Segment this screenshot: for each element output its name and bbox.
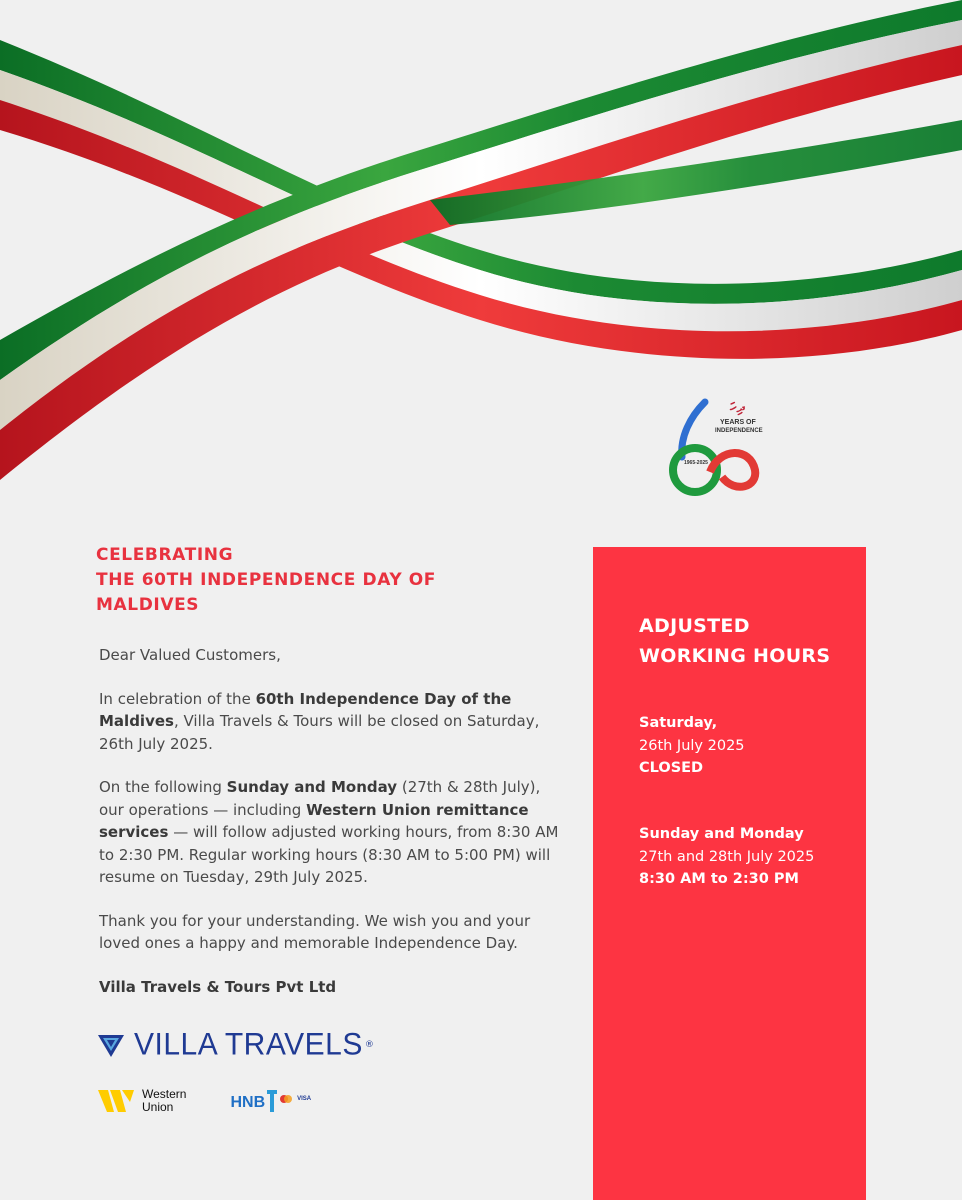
sunday-monday-hours: 8:30 AM to 2:30 PM bbox=[639, 871, 799, 887]
saturday-status: CLOSED bbox=[639, 760, 704, 776]
greeting: Dear Valued Customers, bbox=[99, 646, 281, 664]
signature: Villa Travels & Tours Pvt Ltd bbox=[99, 977, 337, 996]
western-union-icon bbox=[98, 1088, 136, 1114]
paragraph-3: Thank you for your understanding. We wish you and your loved ones a happy and memorable Independence Day. bbox=[99, 911, 531, 952]
saturday-schedule bbox=[639, 712, 859, 780]
sunday-monday-label: Sunday and Monday bbox=[639, 826, 804, 842]
registered-mark: ® bbox=[364, 1040, 374, 1050]
saturday-label: Saturday, bbox=[639, 715, 718, 731]
panel-title: ADJUSTED WORKING HOURS bbox=[639, 615, 831, 667]
headline-line-3: MALDIVES bbox=[96, 595, 200, 615]
hnb-mark-icon bbox=[265, 1090, 279, 1112]
letter-body bbox=[99, 644, 569, 1019]
paragraph-1: In celebration of the 60th Independence Day of the Maldives, Villa Travels & Tours will be closed on Saturday, 26th July 2025. bbox=[99, 689, 540, 753]
flag-ribbons-graphic bbox=[0, 0, 962, 500]
visa-label: VISA bbox=[297, 1096, 312, 1102]
adjusted-hours-panel bbox=[593, 547, 866, 1200]
headline bbox=[96, 543, 516, 618]
western-union-wordmark: Western Union bbox=[142, 1087, 187, 1114]
sunday-monday-date: 27th and 28th July 2025 bbox=[639, 848, 815, 865]
svg-text:1965-2025: 1965-2025 bbox=[684, 460, 708, 466]
svg-text:INDEPENDENCE: INDEPENDENCE bbox=[715, 428, 763, 434]
60-years-independence-emblem bbox=[660, 392, 770, 502]
sunday-monday-schedule bbox=[639, 823, 859, 891]
saturday-date: 26th July 2025 bbox=[639, 737, 745, 754]
mastercard-icon bbox=[279, 1094, 293, 1104]
villa-chevron-icon bbox=[98, 1033, 124, 1057]
paragraph-2: On the following Sunday and Monday (27th & 28th July), our operations — including Western Union remittance services — will follow adjusted working hours, from 8:30 AM to 2:30 PM. Regular working hours (8:30 AM to 5:00 PM) will resume on Tuesday, 29th July 2025. bbox=[99, 778, 559, 886]
partner-logos bbox=[98, 1088, 311, 1114]
svg-text:ދިހަ: ދިހަ bbox=[730, 400, 745, 416]
headline-line-2: THE 60TH INDEPENDENCE DAY OF bbox=[96, 570, 437, 590]
villa-travels-wordmark: VILLA TRAVELS bbox=[134, 1027, 363, 1062]
hnb-logo: HNB VISA bbox=[230, 1090, 311, 1112]
headline-line-1: CELEBRATING bbox=[96, 545, 234, 565]
svg-text:YEARS OF: YEARS OF bbox=[720, 419, 756, 426]
villa-travels-logo bbox=[98, 1028, 374, 1062]
